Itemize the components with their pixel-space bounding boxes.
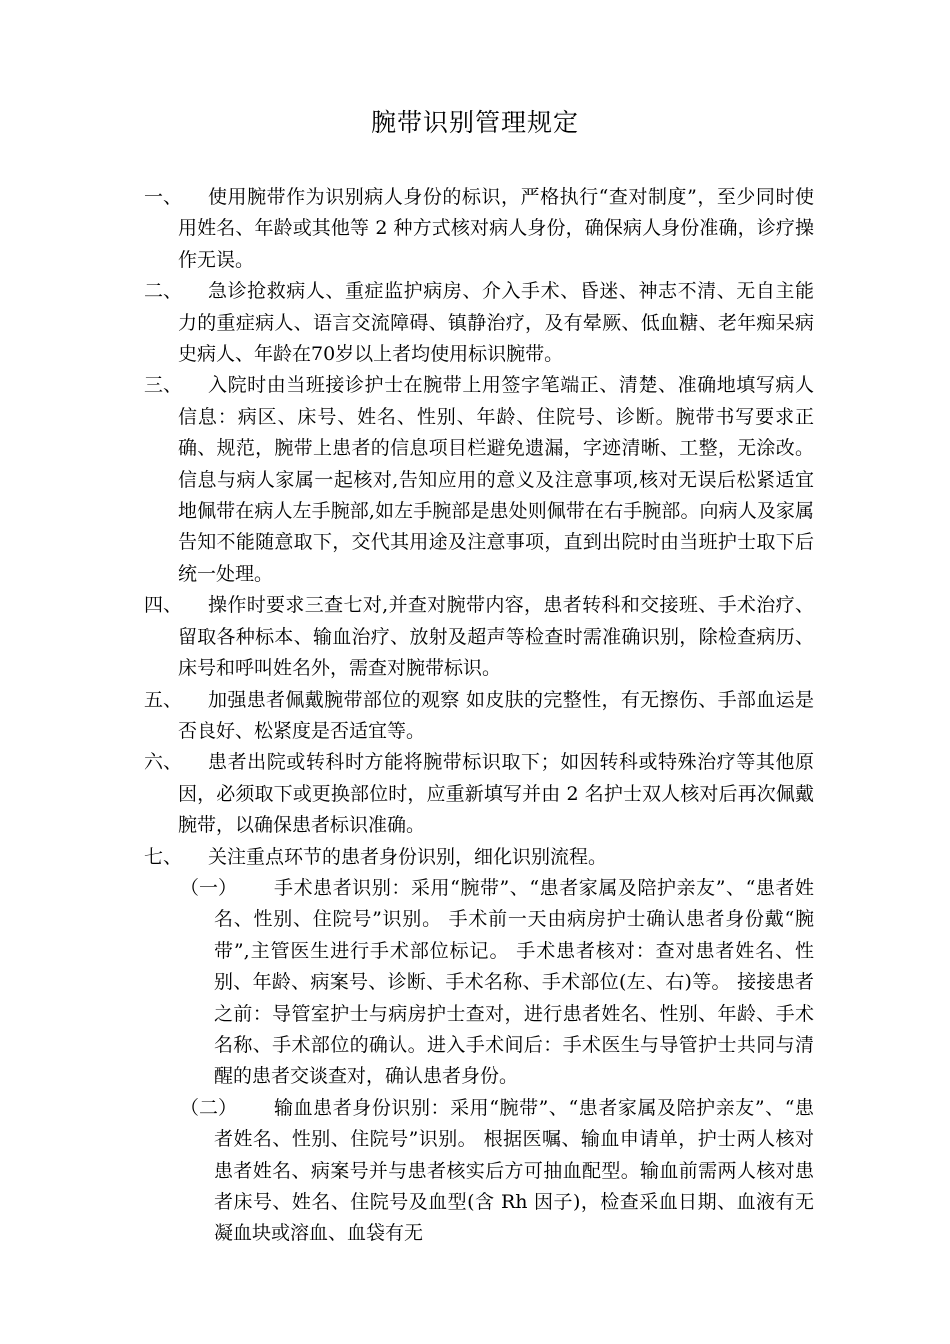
rule-number: 五、 <box>144 688 183 711</box>
rule-subitem-1 <box>144 873 814 1093</box>
rule-item-7 <box>144 842 814 873</box>
rule-number: 四、 <box>144 594 183 617</box>
rule-text: 使用腕带作为识别病人身份的标识，严格执行“查对制度”，至少同时使用姓名、年龄或其他等 2 种方式核对病人身份，确保病人身份准确，诊疗操作无误。 <box>178 186 814 271</box>
rule-text: 患者出院或转科时方能将腕带标识取下；如因转科或特殊治疗等其他原因，必须取下或更换部位时，应重新填写并由 2 名护士双人核对后再次佩戴腕带，以确保患者标识准确。 <box>178 751 814 837</box>
rule-number: 一、 <box>144 186 183 208</box>
rule-subitem-2 <box>144 1093 814 1250</box>
rule-text: 关注重点环节的患者身份识别，细化识别流程。 <box>208 845 608 868</box>
subitem-number: （二） <box>180 1096 238 1119</box>
rule-number: 七、 <box>144 845 183 868</box>
rule-text: 入院时由当班接诊护士在腕带上用签字笔端正、清楚、准确地填写病人信息：病区、床号、姓名、性别、年龄、住院号、诊断。腕带书写要求正确、规范，腕带上患者的信息项目栏避免遗漏，字迹清晰、工整，无涂改。信息与病人家属一起核对,告知应用的意义及注意事项,核对无误后松紧适宜地佩带在病人左手腕部,如左手腕部是患处则佩带在右手腕部。向病人及家属告知不能随意取下，交代其用途及注意事项，直到出院时由当班护士取下后统一处理。 <box>178 374 814 585</box>
rule-number: 六、 <box>144 751 183 774</box>
rule-text: 加强患者佩戴腕带部位的观察 如皮肤的完整性，有无擦伤、手部血运是否良好、松紧度是否适宜等。 <box>178 688 814 742</box>
rule-item-4 <box>144 590 814 684</box>
rule-number: 二、 <box>144 280 183 303</box>
rule-item-6 <box>144 747 814 841</box>
rule-text: 急诊抢救病人、重症监护病房、介入手术、昏迷、神志不清、无自主能力的重症病人、语言交流障碍、镇静治疗，及有晕厥、低血糖、老年痴呆病史病人、年龄在70岁以上者均使用标识腕带。 <box>178 280 814 366</box>
rule-item-5 <box>144 685 814 748</box>
subitem-text: 手术患者识别：采用“腕带”、“患者家属及陪护亲友”、“患者姓名、性别、住院号”识别。 手术前一天由病房护士确认患者身份戴“腕带”,主管医生进行手术部位标记。 手术患者核对：查对患者姓名、性别、年龄、病案号、诊断、手术名称、手术部位(左、右)等。 接接患者之前：导管室护士与病房护士查对，进行患者姓名、性别、年龄、手术名称、手术部位的确认。进入手术间后：手术医生与导管护士共同与清醒的患者交谈查对，确认患者身份。 <box>214 876 814 1088</box>
document-body <box>144 182 814 1250</box>
subitem-text: 输血患者身份识别：采用“腕带”、“患者家属及陪护亲友”、“患者姓名、性别、住院号”识别。 根据医嘱、输血申请单，护士两人核对患者姓名、病案号并与患者核实后方可抽血配型。输血前需两人核对患者床号、姓名、住院号及血型(含 Rh 因子)，检查采血日期、血液有无凝血块或溶血、血袋有无 <box>214 1096 814 1245</box>
rule-item-2 <box>144 276 814 370</box>
rule-number: 三、 <box>144 374 183 397</box>
subitem-number: （一） <box>180 876 238 899</box>
rule-item-1 <box>144 182 814 276</box>
rule-item-3 <box>144 370 814 590</box>
rule-text: 操作时要求三查七对,并查对腕带内容，患者转科和交接班、手术治疗、留取各种标本、输血治疗、放射及超声等检查时需准确识别，除检查病历、床号和呼叫姓名外，需查对腕带标识。 <box>178 594 814 680</box>
document-title: 腕带识别管理规定 <box>370 108 579 137</box>
